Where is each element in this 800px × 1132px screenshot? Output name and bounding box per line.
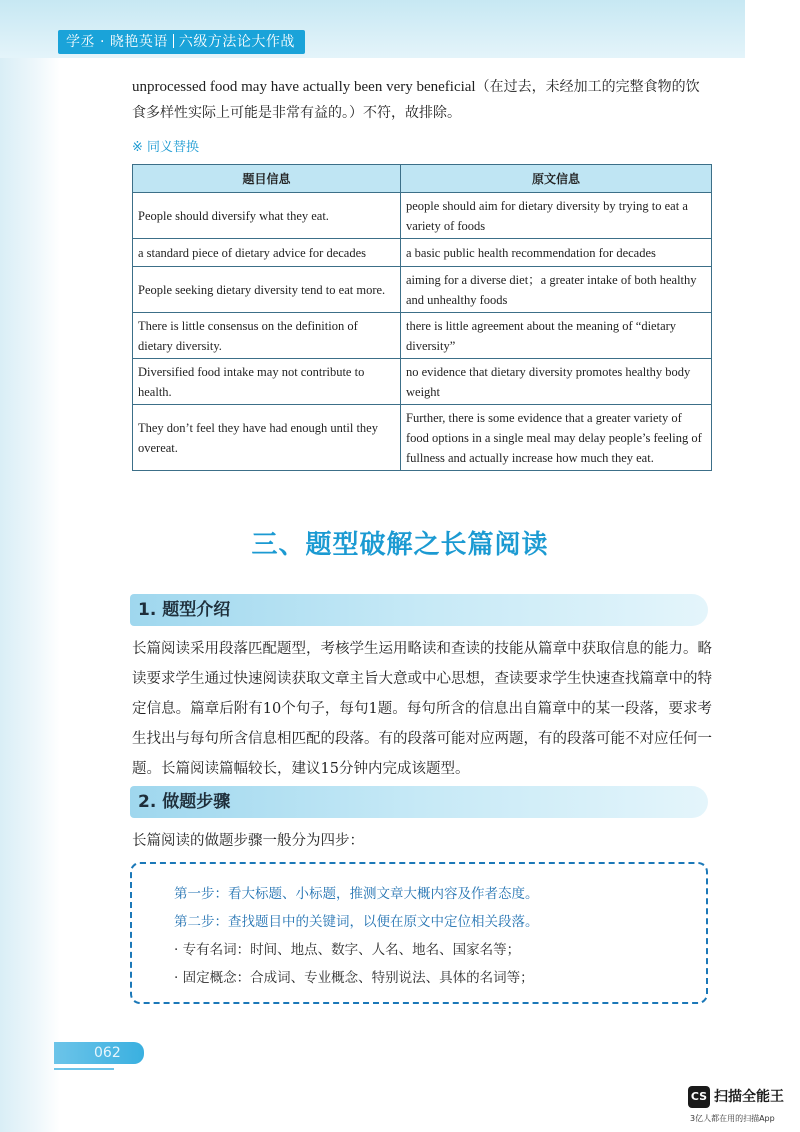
subheading-bar-steps [130,786,708,818]
intro-paragraph [132,74,712,126]
steps-box [130,862,708,1004]
step-bullet-proper-nouns: · 专有名词：时间、地点、数字、人名、地名、国家名等； [174,942,521,958]
header-series: 学丞 · 晓艳英语 [66,34,168,50]
step-bullet-fixed-concepts: · 固定概念：合成词、专业概念、特别说法、具体的名词等； [174,970,534,986]
table-cell-question: People seeking dietary diversity tend to eat more. [133,267,401,313]
intro-english: unprocessed food may have actually been very beneficial [132,79,476,95]
step-two: 第二步：查找题目中的关键词，以便在原文中定位相关段落。 [174,914,539,930]
intro-chinese-2: 食多样性实际上可能是非常有益的。）不符，故排除。 [132,105,461,121]
subheading-steps: 2. 做题步骤 [138,792,231,812]
table-cell-original: a basic public health recommendation for decades [401,239,712,267]
table-cell-original: people should aim for dietary diversity by trying to eat a variety of foods [401,193,712,239]
table-row [133,359,712,405]
scanner-app-name: 扫描全能王 [714,1089,784,1105]
synonym-table [132,164,712,471]
subheading-bar-intro [130,594,708,626]
table-cell-original: aiming for a diverse diet；a greater intake of both healthy and unhealthy foods [401,267,712,313]
page-left-band [0,0,60,1132]
steps-lead-text: 长篇阅读的做题步骤一般分为四步： [132,833,364,849]
table-header-row [133,165,712,193]
header-divider [173,34,174,48]
table-row [133,313,712,359]
page-number-bar [54,1042,144,1064]
scanner-logo-icon: CS [688,1086,710,1108]
table-row [133,267,712,313]
intro-body-text: 长篇阅读采用段落匹配题型，考核学生运用略读和查读的技能从篇章中获取信息的能力。略读要求学生通过快速阅读获取文章主旨大意或中心思想，查读要求学生快速查找篇章中的特定信息。篇章后附有10个句子，每句1题。每句所含的信息出自篇章中的某一段落，要求考生找出与每句所含信息相匹配的段落。有的段落可能对应两题，有的段落可能不对应任何一题。长篇阅读篇幅较长，建议15分钟内完成该题型。 [132,641,712,777]
table-row [133,239,712,267]
table-cell-question: People should diversify what they eat. [133,193,401,239]
table-row [133,405,712,471]
table-cell-question: a standard piece of dietary advice for decades [133,239,401,267]
synonym-label: ※ 同义替换 [132,140,200,155]
section-title: 三、题型破解之长篇阅读 [251,530,549,560]
table-cell-question: There is little consensus on the definition of dietary diversity. [133,313,401,359]
page-number-rule [54,1068,114,1070]
running-header [58,30,305,54]
table-row [133,193,712,239]
column-header-original: 原文信息 [401,165,712,193]
scanner-tagline: 3亿人都在用的扫描App [690,1114,775,1123]
page-number: 062 [94,1045,121,1061]
step-one: 第一步：看大标题、小标题，推测文章大概内容及作者态度。 [174,886,539,902]
subheading-intro: 1. 题型介绍 [138,600,231,620]
intro-chinese-1: （在过去，未经加工的完整食物的饮 [475,79,700,95]
table-cell-original: Further, there is some evidence that a greater variety of food options in a single meal may delay people’s feeling of fullness and actually increase how much they eat. [401,405,712,471]
column-header-question: 题目信息 [133,165,401,193]
table-cell-original: no evidence that dietary diversity promotes healthy body weight [401,359,712,405]
table-cell-question: They don’t feel they have had enough until they overeat. [133,405,401,471]
table-cell-original: there is little agreement about the meaning of “dietary diversity” [401,313,712,359]
table-cell-question: Diversified food intake may not contribute to health. [133,359,401,405]
header-book-title: 六级方法论大作战 [178,34,295,50]
